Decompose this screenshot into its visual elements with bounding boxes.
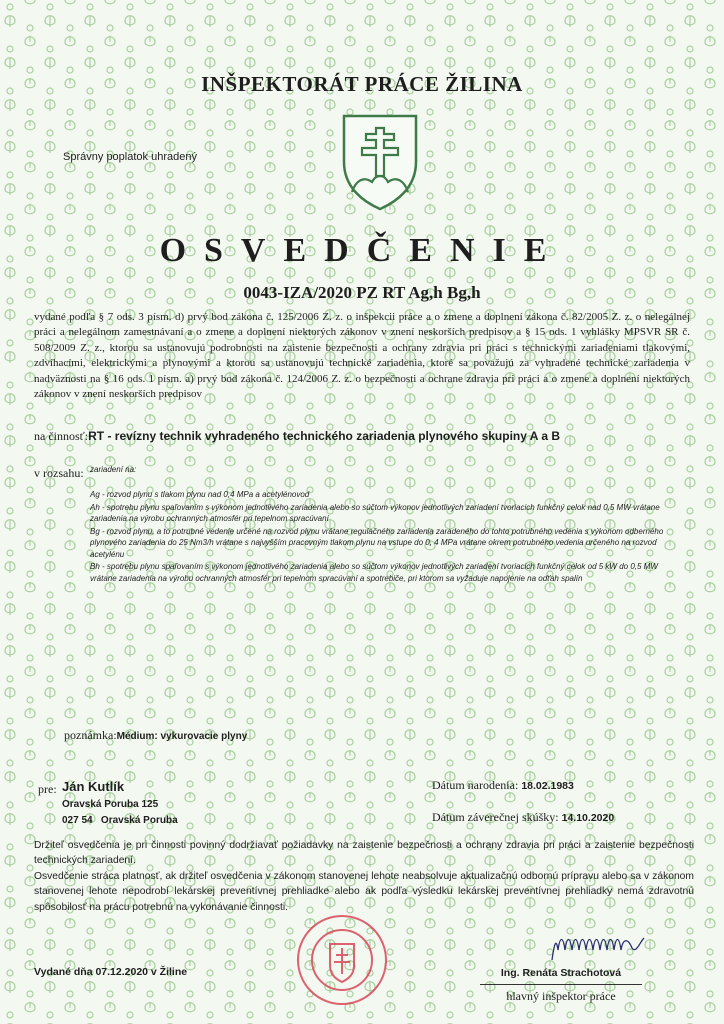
birth-date-value: 18.02.1983 — [521, 780, 574, 792]
holder-city: 027 54 Oravská Poruba — [62, 815, 178, 826]
holder-address — [62, 797, 178, 829]
birth-date-row — [432, 778, 574, 793]
inspector-signature — [548, 930, 648, 964]
activity-value: RT - revízny technik vyhradeného technického zariadenia plynového skupiny A a B — [88, 429, 561, 443]
scope-item: Ag - rozvod plynu s tlakom plynu nad 0,4 MPa a acetylénovod — [90, 490, 310, 499]
official-stamp — [272, 908, 412, 1008]
inspector-role: hlavný inšpektor práce — [506, 989, 616, 1003]
scope-list — [90, 489, 675, 585]
note-row — [64, 728, 247, 743]
legal-basis-text: vydané podľa § 7 ods. 3 písm. d) prvý bod zákona č. 125/2006 Z. z. o inšpekcii práce a o zmene a doplnení zákona č. 82/2005 Z. z. o nelegálnej práci a nelegálnom zamestnávaní a o zmene a doplnení niektorých zákonov v znení neskorších predpisov a § 15 ods. 1 vyhlášky MPSVR SR č. 508/2009 Z. z., ktorou sa ustanovujú podrobnosti na zaistenie bezpečnosti a ochrany zdravia pri práci s technickými zariadeniami tlakovými, zdvíhacími, elektrickými a plynovými a ktorou sa ustanovujú technické zariadenia, ktoré sa považujú za vyhradené technické zariadenia v nadväznosti na § 16 ods. 1 písm. a) prvý bod zákona č. 124/2006 Z. z. o bezpečnosti a ochrane zdravia pri práci a o zmene a doplnení niektorých zákonov v znení neskorších predpisov — [34, 311, 690, 401]
scope-sub-label: zariadení na: — [90, 465, 137, 474]
note-value: Médium: vykurovacie plyny — [116, 731, 248, 742]
note-label: poznámka: — [64, 728, 117, 742]
notice-validity: Osvedčenie stráca platnosť, ak držiteľ osvedčenia v zákonom stanovenej lehote neabsolvuje aktualizačnú odbornú prípravu alebo sa v zákonom stanovenej lehote nepodrobí lekárskej preventívnej prehliadke alebo ak podľa výsledku lekárskej preventívnej prehliadky nemá zdravotnú spôsobilosť na prácu potrebnú na vykonávanie činnosti. — [34, 870, 694, 913]
birth-date-label: Dátum narodenia: — [432, 778, 519, 792]
holder-notices — [34, 838, 694, 915]
certificate-number: 0043-IZA/2020 PZ RT Ag,h Bg,h — [243, 283, 481, 302]
holder-label: pre: — [38, 782, 57, 796]
inspector-name: Ing. Renáta Strachotová — [500, 967, 622, 979]
coat-of-arms-emblem — [338, 112, 422, 212]
scope-item: Bg - rozvod plynu, a to potrubné vedenie určené na rozvod plynu vrátane regulačného zariadenia zaradeného do tohto potrubného vedenia s výkonom odberného plynového zariadenia do 25 Nm3/h vrátane s najvyšším pracovným tlakom plynu na vstupe do 0, 4 MPa vrátane okrem potrubného vedenia určeného na rozvod acetylénu — [90, 526, 664, 559]
holder-name: Ján Kutlík — [62, 779, 125, 794]
document-heading: OSVEDČENIE — [159, 232, 565, 269]
exam-date-label: Dátum záverečnej skúšky: — [432, 810, 559, 824]
exam-date-value: 14.10.2020 — [561, 812, 615, 824]
signature-line — [480, 984, 642, 985]
exam-date-row — [432, 810, 614, 825]
fee-paid-note: Správny poplatok uhradený — [63, 151, 197, 163]
notice-obligations: Držiteľ osvedčenia je pri činnosti povinný dodržiavať požiadavky na zaistenie bezpečnosti a ochrany zdravia pri práci a zaistenie bezpečnosti technických zariadení. — [34, 840, 694, 867]
scope-label: v rozsahu: — [34, 466, 84, 480]
authority-title: INŠPEKTORÁT PRÁCE ŽILINA — [201, 72, 523, 96]
activity-label: na činnosť: — [34, 429, 89, 443]
holder-street: Oravská Poruba 125 — [62, 799, 159, 810]
scope-item: Ah - spotrebu plynu spaľovaním s výkonom jednotlivého zariadenia alebo so súčtom výkonov jednotlivých zariadení tvoriacich funkčný celok nad 0,5 MW vrátane zariadenia na výrobu ochranných atmosfér pri tepelnom spracúvaní — [90, 502, 660, 523]
activity-row — [34, 429, 694, 444]
issue-date-place: Vydané dňa 07.12.2020 v Žiline — [34, 966, 188, 978]
scope-item: Bh - spotrebu plynu spaľovaním s výkonom jednotlivého zariadenia alebo so súčtom výkonov jednotlivých zariadení tvoriacich funkčný celok od 5 kW do 0,5 MW vrátane zariadenia na výrobu ochranných atmosfér pri tepelnom spracúvaní a spotrebiče, pri ktorom sa vyžaduje napojenie na odťah spalín — [90, 562, 658, 583]
